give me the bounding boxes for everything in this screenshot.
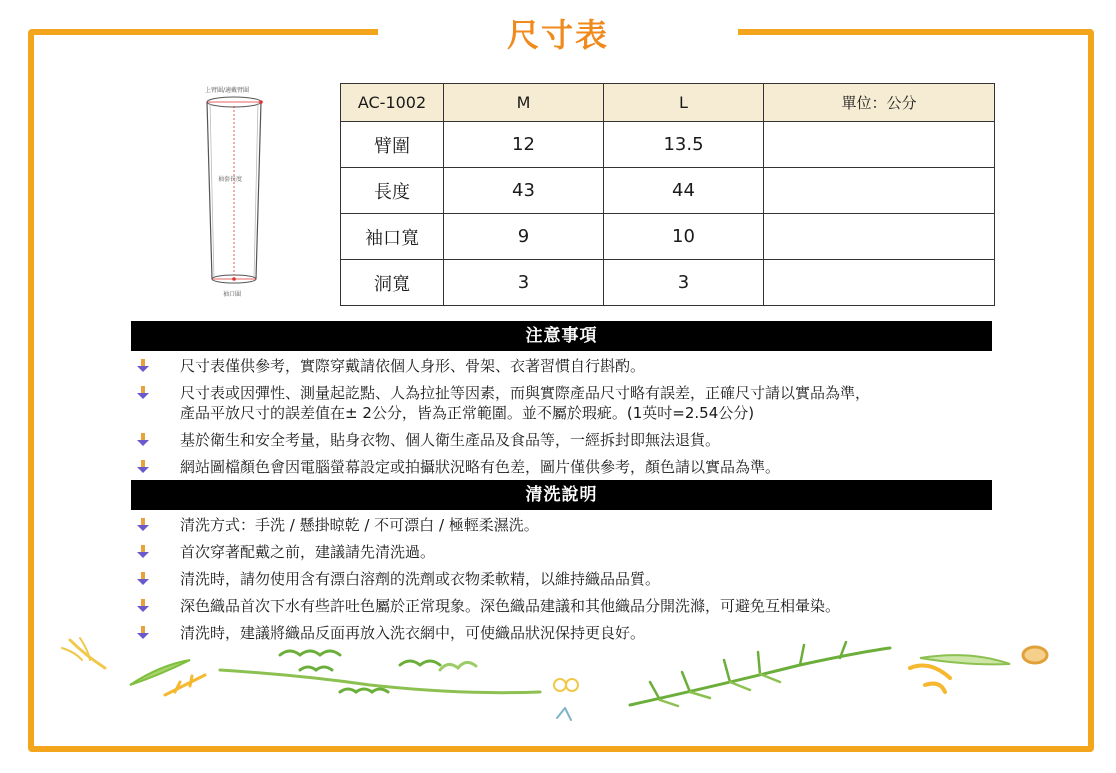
cell-extra bbox=[764, 214, 995, 260]
cell-l: 10 bbox=[604, 214, 764, 260]
table-row bbox=[341, 168, 995, 214]
cell-extra bbox=[764, 122, 995, 168]
washing-text: 清洗時，請勿使用含有漂白溶劑的洗劑或衣物柔軟精，以維持織品品質。 bbox=[180, 570, 661, 588]
list-item bbox=[131, 356, 992, 376]
size-table bbox=[340, 83, 995, 306]
header-unit: 單位：公分 bbox=[764, 84, 995, 122]
down-arrow-icon bbox=[137, 460, 149, 474]
table-row bbox=[341, 122, 995, 168]
cell-l: 13.5 bbox=[604, 122, 764, 168]
list-item bbox=[131, 569, 992, 589]
notice-text: 網站圖檔顏色會因電腦螢幕設定或拍攝狀況略有色差，圖片僅供參考，顏色請以實品為準。 bbox=[180, 458, 781, 476]
page-title: 尺寸表 bbox=[506, 16, 609, 54]
washing-heading: 清洗說明 bbox=[131, 480, 992, 510]
row-label: 洞寬 bbox=[341, 260, 444, 306]
table-header-row bbox=[341, 84, 995, 122]
notice-list bbox=[131, 356, 992, 484]
table-row bbox=[341, 214, 995, 260]
notice-text: 尺寸表僅供參考，實際穿戴請依個人身形、骨架、衣著習慣自行斟酌。 bbox=[180, 357, 646, 375]
header-size-l: L bbox=[604, 84, 764, 122]
down-arrow-icon bbox=[137, 359, 149, 373]
notice-text: 基於衛生和安全考量，貼身衣物、個人衛生產品及食品等，一經拆封即無法退貨。 bbox=[180, 431, 721, 449]
row-label: 袖口寬 bbox=[341, 214, 444, 260]
notice-text-cont: 產品平放尺寸的誤差值在± 2公分，皆為正常範圍。並不屬於瑕疵。(1英吋=2.54公分) bbox=[180, 404, 755, 422]
list-item bbox=[131, 542, 992, 562]
washing-text: 清洗方式：手洗 / 懸掛晾乾 / 不可漂白 / 極輕柔濕洗。 bbox=[180, 516, 539, 534]
list-item bbox=[131, 515, 992, 535]
row-label: 臂圍 bbox=[341, 122, 444, 168]
down-arrow-icon bbox=[137, 572, 149, 586]
cell-extra bbox=[764, 168, 995, 214]
notice-heading: 注意事項 bbox=[131, 321, 992, 351]
down-arrow-icon bbox=[137, 386, 149, 400]
cell-l: 44 bbox=[604, 168, 764, 214]
sleeve-diagram bbox=[190, 82, 280, 302]
washing-text: 首次穿著配戴之前，建議請先清洗過。 bbox=[180, 543, 436, 561]
header-model: AC-1002 bbox=[341, 84, 444, 122]
header-size-m: M bbox=[444, 84, 604, 122]
cell-m: 9 bbox=[444, 214, 604, 260]
cell-m: 43 bbox=[444, 168, 604, 214]
down-arrow-icon bbox=[137, 518, 149, 532]
list-item bbox=[131, 383, 992, 423]
sleeve-drawing bbox=[190, 82, 280, 302]
washing-text: 深色織品首次下水有些許吐色屬於正常現象。深色織品建議和其他織品分開洗滌，可避免互相暈染。 bbox=[180, 597, 841, 615]
list-item bbox=[131, 457, 992, 477]
down-arrow-icon bbox=[137, 599, 149, 613]
down-arrow-icon bbox=[137, 433, 149, 447]
washing-text: 清洗時，建議將織品反面再放入洗衣網中，可使織品狀況保持更良好。 bbox=[180, 624, 646, 642]
cell-m: 12 bbox=[444, 122, 604, 168]
diagram-label-top: 上臂圍/適戴臂圍 bbox=[205, 87, 250, 94]
list-item bbox=[131, 430, 992, 450]
cell-extra bbox=[764, 260, 995, 306]
diagram-label-mid: 袖套長度 bbox=[218, 176, 243, 183]
notice-text: 尺寸表或因彈性、測量起訖點、人為拉扯等因素，而與實際產品尺寸略有誤差，正確尺寸請以實品為準， bbox=[180, 384, 871, 402]
table-row bbox=[341, 260, 995, 306]
row-label: 長度 bbox=[341, 168, 444, 214]
down-arrow-icon bbox=[137, 545, 149, 559]
cell-l: 3 bbox=[604, 260, 764, 306]
leaf-decoration bbox=[40, 630, 1080, 730]
list-item bbox=[131, 596, 992, 616]
diagram-label-bottom: 袖口圍 bbox=[223, 291, 242, 298]
cell-m: 3 bbox=[444, 260, 604, 306]
